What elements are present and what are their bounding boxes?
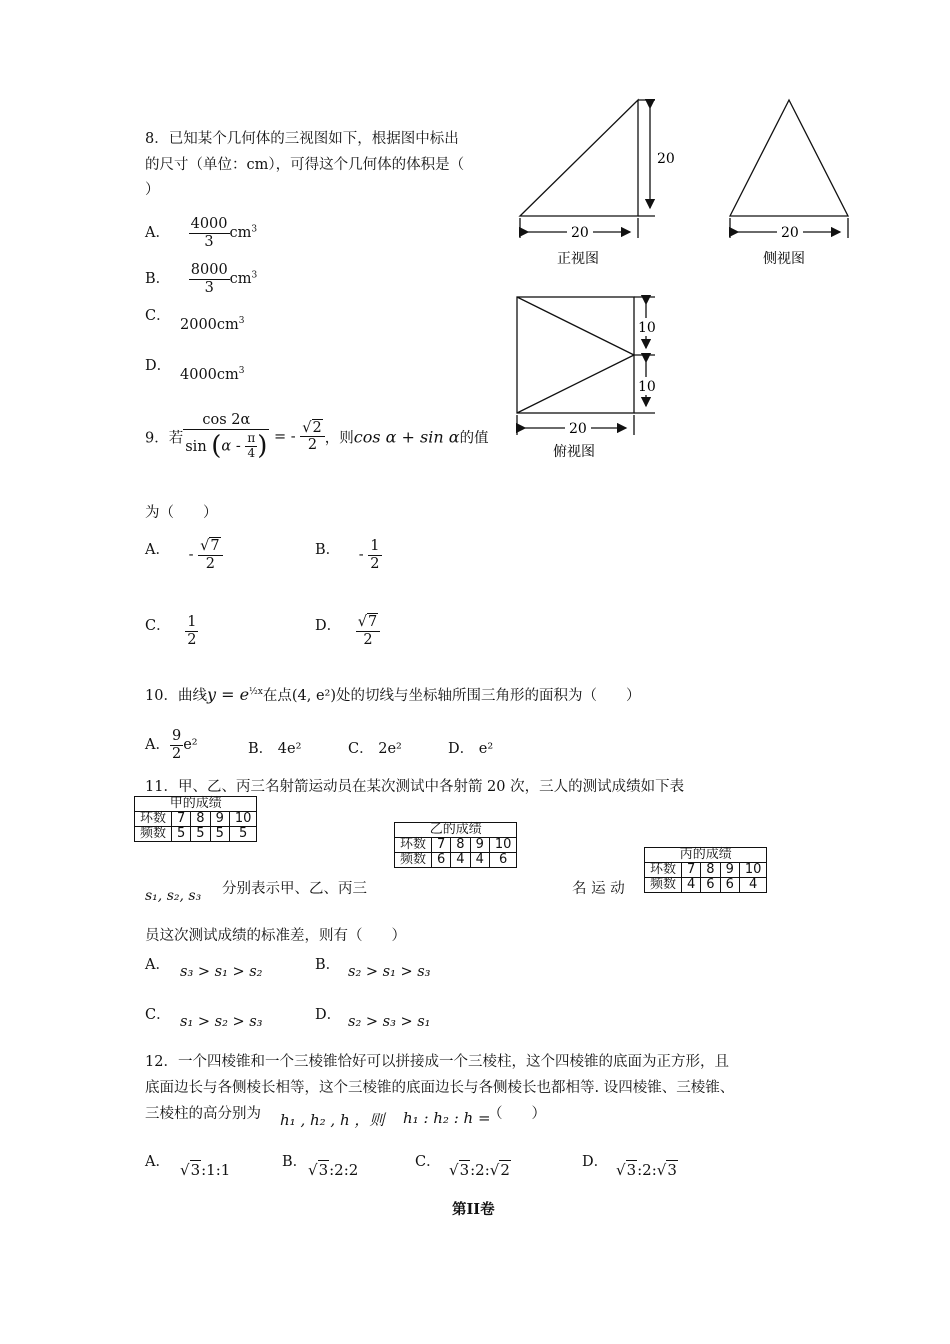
q12-option-b-label[interactable]: B．	[282, 1154, 308, 1170]
q8-option-c[interactable]: $2000cm^3$	[180, 316, 245, 333]
q12-option-d-label[interactable]: D．	[582, 1154, 609, 1170]
score-table-yi: 乙的成绩 环数 7 8 9 10 频数 6 4 4 6	[394, 822, 517, 868]
q8-b-fraction: $\frac{8000}{3}$	[190, 262, 228, 296]
q8-option-d[interactable]: $4000cm^3$	[180, 366, 245, 383]
q9-line2: 为（ ）	[145, 505, 218, 521]
q12-option-a-label[interactable]: A．	[145, 1154, 170, 1170]
q8-option-d-label[interactable]: D．	[145, 358, 172, 374]
q11-option-c-label[interactable]: C．	[145, 1007, 171, 1023]
q11-option-b-label[interactable]: B．	[315, 957, 341, 973]
q9-option-b[interactable]: B． - $\frac{1}{2}$	[315, 538, 380, 572]
q8-line1: 8．已知某个几何体的三视图如下，根据图中标出	[145, 131, 459, 147]
top-upper-label: 10	[638, 320, 656, 336]
q12-option-d[interactable]: √3:2:√3	[616, 1161, 677, 1179]
three-view-figure	[505, 90, 865, 470]
q8-line2: 的尺寸（单位：cm），可得这个几何体的体积是（	[145, 157, 465, 173]
side-view-label: 侧视图	[763, 251, 805, 267]
q8-line3: ）	[145, 182, 160, 198]
q12-option-b[interactable]: √3:2:2	[308, 1161, 359, 1179]
q10-option-a[interactable]: A． $\frac{9}{2}$ e²	[145, 728, 198, 762]
top-lower-label: 10	[638, 379, 656, 395]
q8-option-b[interactable]: B． $\frac{8000}{3}$ $cm^3$	[145, 262, 258, 296]
score-table-bing: 丙的成绩 环数 7 8 9 10 频数 4 6 6 4	[644, 847, 767, 893]
section-heading: 第II卷	[452, 1201, 495, 1218]
front-view-label: 正视图	[557, 251, 599, 267]
q11-option-a-label[interactable]: A．	[145, 957, 170, 973]
score-table-jia: 甲的成绩 环数 7 8 9 10 频数 5 5 5 5	[134, 796, 257, 842]
top-view-label: 俯视图	[553, 444, 595, 460]
q11-mid-text: 分别表示甲、乙、丙三	[222, 881, 367, 897]
q11-s-vars: s₁, s₂, s₃	[145, 888, 202, 904]
side-width-label: 20	[781, 225, 799, 241]
q12-line3: 三棱柱的高分别为	[145, 1106, 261, 1122]
q11-line3: 员这次测试成绩的标准差，则有（ ）	[145, 928, 406, 944]
front-height-label: 20	[657, 151, 675, 167]
q9-option-c[interactable]: C． $\frac{1}{2}$	[145, 614, 197, 648]
q9-option-a[interactable]: A． - $\frac{√7}{2}$	[145, 538, 223, 572]
q10-stem: 10．曲线$y = e^{\frac{1}{2}x}$在点(4, e²)处的切线与坐标轴所围三角形的面积为（ ）	[145, 685, 641, 704]
q11-option-b[interactable]: s₂ > s₁ > s₃	[348, 964, 431, 980]
q12-line2: 底面边长与各侧棱长相等，这个三棱锥的底面边长与各侧棱长也都相等. 设四棱锥、三棱锥、	[145, 1080, 735, 1096]
front-view	[520, 100, 655, 238]
q11-mid-text2: 名 运 动	[572, 881, 625, 897]
top-width-label: 20	[569, 421, 587, 437]
q9-main-fraction: cos 2α sin (α - $\frac{\pi}{4}$ )	[185, 412, 268, 461]
q12-option-a[interactable]: √3:1:1	[180, 1161, 231, 1179]
q9-option-d[interactable]: D． $\frac{√7}{2}$	[315, 614, 380, 648]
q12-option-c-label[interactable]: C．	[415, 1154, 441, 1170]
q12-paren: （ ）	[488, 1106, 546, 1122]
q11-option-a[interactable]: s₃ > s₁ > s₂	[180, 964, 263, 980]
q10-option-c[interactable]: C． 2e²	[348, 741, 402, 757]
q11-option-d[interactable]: s₂ > s₃ > s₁	[348, 1014, 431, 1030]
q11-line1: 11．甲、乙、丙三名射箭运动员在某次测试中各射箭 20 次，三人的测试成绩如下表	[145, 779, 685, 795]
q8-option-a[interactable]: A． $\frac{4000}{3}$ $cm^3$	[145, 216, 258, 250]
q12-option-c[interactable]: √3:2:√2	[449, 1161, 510, 1179]
q12-ratio: h₁ : h₂ : h =	[403, 1109, 491, 1127]
q8-option-c-label[interactable]: C．	[145, 308, 171, 324]
q12-line1: 12．一个四棱锥和一个三棱锥恰好可以拼接成一个三棱柱，这个四棱锥的底面为正方形，且	[145, 1054, 729, 1070]
q9-stem: 9．若 cos 2α sin (α - $\frac{\pi}{4}$ ) = - $\frac{√2}{2}$ ，则cos α + sin α的值	[145, 412, 489, 461]
front-width-label: 20	[571, 225, 589, 241]
q11-option-d-label[interactable]: D．	[315, 1007, 342, 1023]
top-view	[517, 297, 655, 435]
side-view	[730, 100, 848, 238]
q10-option-d[interactable]: D． e²	[448, 741, 494, 757]
q10-option-b[interactable]: B． 4e²	[248, 741, 302, 757]
q12-vars: h₁ , h₂ , h ，则	[280, 1111, 385, 1129]
q11-option-c[interactable]: s₁ > s₂ > s₃	[180, 1014, 263, 1030]
q8-a-fraction: $\frac{4000}{3}$	[190, 216, 228, 250]
